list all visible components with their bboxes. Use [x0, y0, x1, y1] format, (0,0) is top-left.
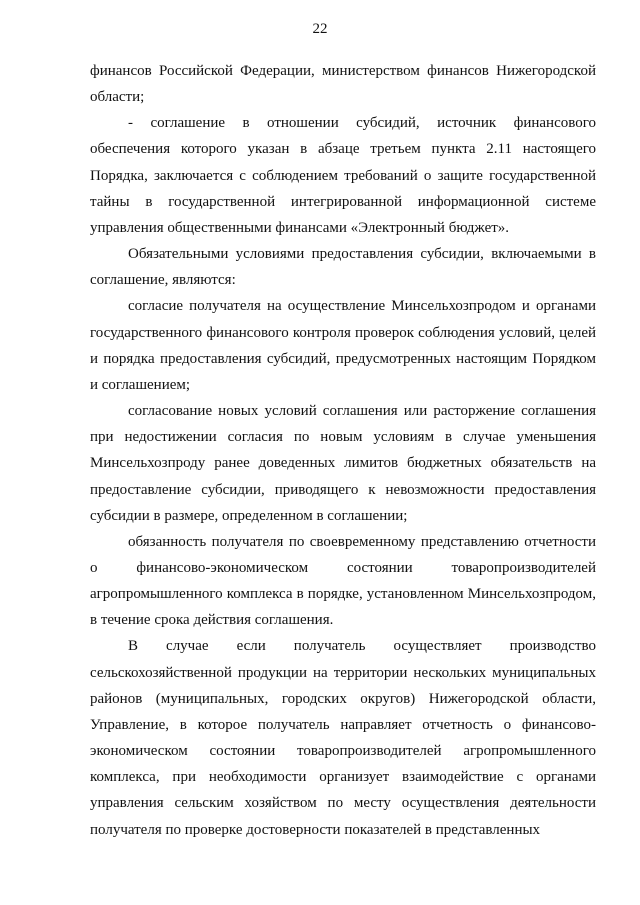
- paragraph-continuation: финансов Российской Федерации, министерством финансов Нижегородской области;: [90, 63, 596, 106]
- paragraph-reporting-obligation: обязанность получателя по своевременному представлению отчетности о финансово-экономическом состоянии товаропроизводителей агропромышленного комплекса в порядке, установленном Минсельхозпродом, в течение срока действия соглашения.: [90, 533, 596, 629]
- paragraph-multiple-districts: В случае если получатель осуществляет производство сельскохозяйственной продукции на территории нескольких муниципальных районов (муниципальных, городских округов) Нижегородской области, Управление, в которое получатель направляет отчетность о финансово-экономическом состоянии товаропроизводителей агропромышленного комплекса, при необходимости организует взаимодействие с органами управления сельским хозяйством по месту осуществления деятельности получателя по проверке достоверности показателей в представленных: [90, 638, 596, 838]
- paragraph-mandatory-conditions: Обязательными условиями предоставления субсидии, включаемыми в соглашение, являются:: [90, 246, 596, 289]
- document-body: [90, 58, 596, 843]
- paragraph-agreement-subsidies: - соглашение в отношении субсидий, источник финансового обеспечения которого указан в абзаце третьем пункта 2.11 настоящего Порядка, заключается с соблюдением требований о защите государственной тайны в государственной интегрированной информационной системе управления общественными финансами «Электронный бюджет».: [90, 115, 596, 236]
- paragraph-new-conditions: согласование новых условий соглашения или расторжение соглашения при недостижении согласия по новым условиям в случае уменьшения Минсельхозпроду ранее доведенных лимитов бюджетных обязательств на предоставление субсидии, приводящего к невозможности предоставления субсидии в размере, определенном в соглашении;: [90, 403, 596, 524]
- page-number: 22: [312, 21, 328, 37]
- paragraph-consent-inspections: согласие получателя на осуществление Минсельхозпродом и органами государственного финансового контроля проверок соблюдения условий, целей и порядка предоставления субсидий, предусмотренных настоящим Порядком и соглашением;: [90, 298, 596, 393]
